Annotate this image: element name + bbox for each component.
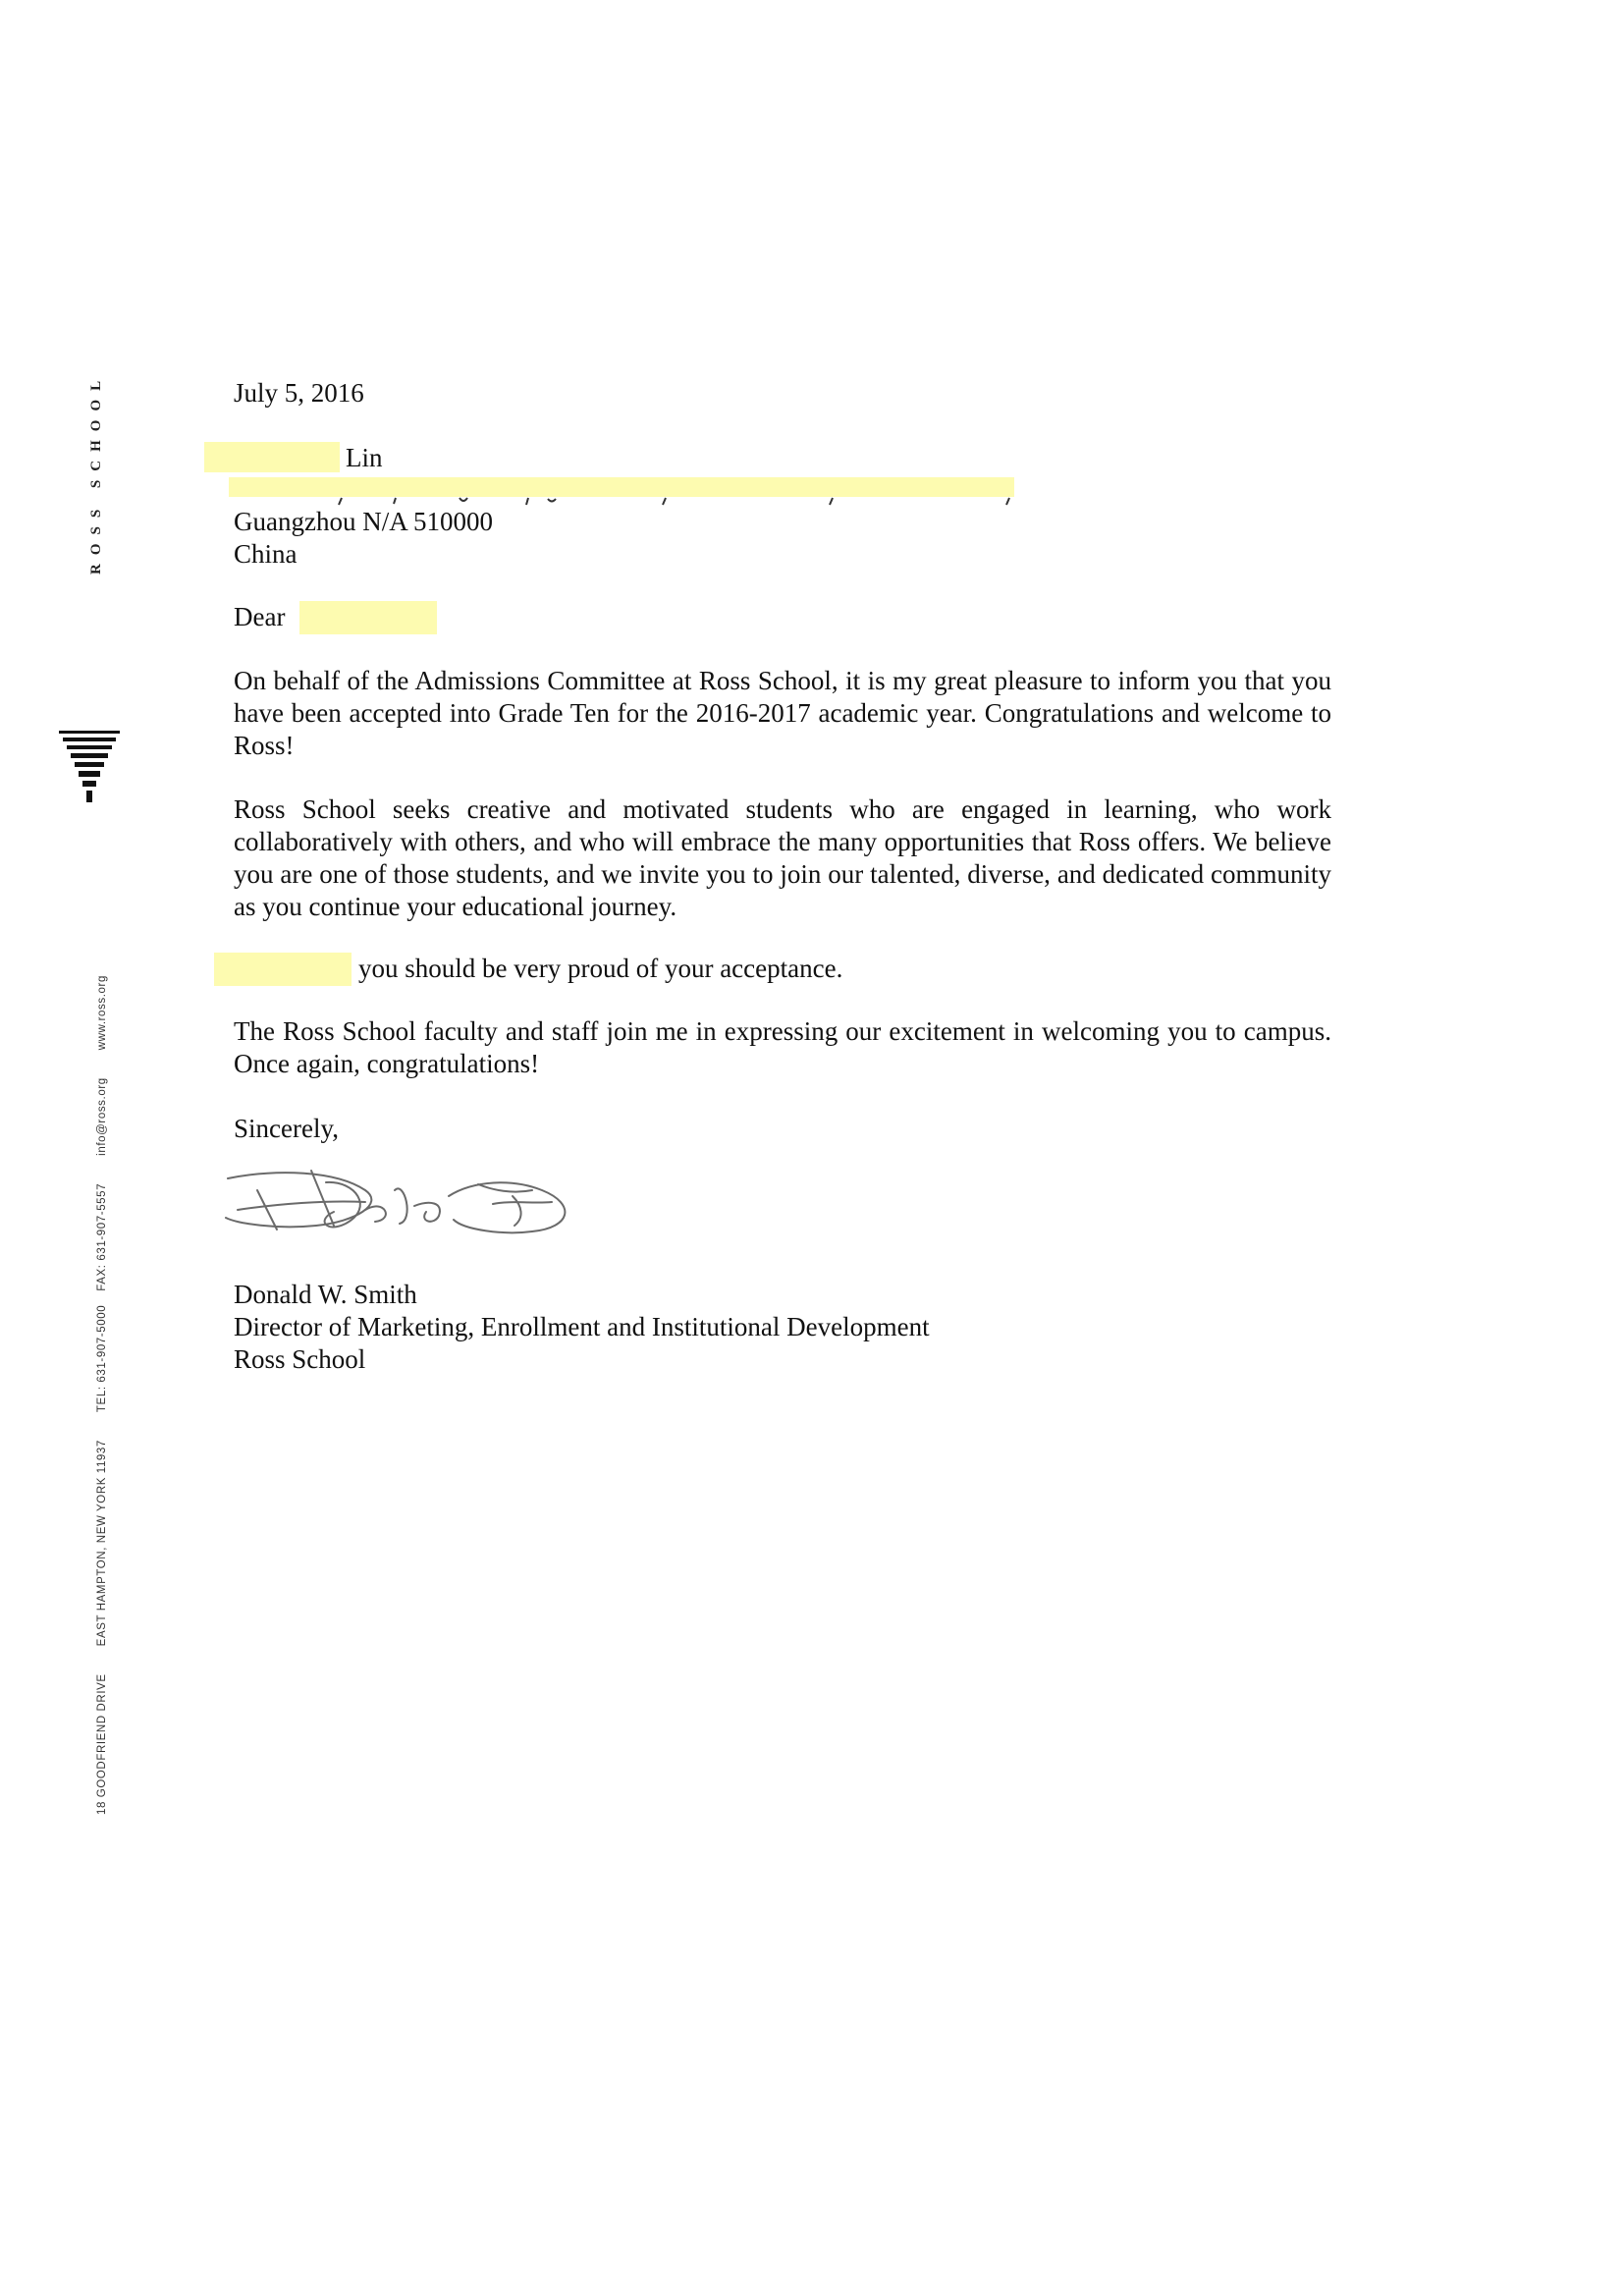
sidebar-tel: TEL: 631-907-5000 [96, 1304, 108, 1413]
sidebar-fax: FAX: 631-907-5557 [96, 1182, 108, 1291]
paragraph-about-ross: Ross School seeks creative and motivated students who are engaged in learning, who work collaboratively with others, and who will embrace the many opportunities that Ross offers. We believe you are one of those students, and we invite you to join our talented, diverse, and dedicated community as you continue your educational journey. [234, 794, 1331, 921]
redacted-street-address [229, 477, 1014, 497]
sidebar-city: EAST HAMPTON, NEW YORK 11937 [96, 1440, 108, 1647]
signer-org: Ross School [234, 1344, 366, 1374]
recipient-surname: Lin [346, 443, 383, 472]
address-country: China [234, 539, 298, 569]
redacted-name-paragraph [214, 953, 352, 986]
address-city: Guangzhou N/A 510000 [234, 507, 493, 536]
signer-name: Donald W. Smith [234, 1280, 417, 1309]
signer-title: Director of Marketing, Enrollment and Institutional Development [234, 1312, 930, 1341]
sidebar-email: info@ross.org [96, 1077, 108, 1156]
sidebar-address: 18 GOODFRIEND DRIVE [96, 1673, 108, 1815]
ross-tree-logo-icon [59, 729, 120, 803]
sidebar-website: www.ross.org [96, 975, 108, 1051]
closing: Sincerely, [234, 1114, 339, 1143]
sidebar-brand: ROSS SCHOOL [88, 371, 104, 574]
sidebar-contact [96, 975, 108, 1815]
paragraph-welcome: The Ross School faculty and staff join me in expressing our excitement in welcoming you to campus. Once again, congratulations! [234, 1016, 1331, 1078]
letter-date: July 5, 2016 [234, 378, 364, 408]
signature-image [218, 1161, 591, 1249]
paragraph-acceptance: On behalf of the Admissions Committee at Ross School, it is my great pleasure to inform you that you have been accepted into Grade Ten for the 2016-2017 academic year. Congratulations and welcome to Ross! [234, 666, 1331, 760]
redacted-salutation-name [299, 601, 437, 634]
redacted-first-name [204, 442, 340, 472]
salutation: Dear [234, 602, 286, 631]
paragraph-proud: you should be very proud of your acceptance. [358, 954, 843, 983]
